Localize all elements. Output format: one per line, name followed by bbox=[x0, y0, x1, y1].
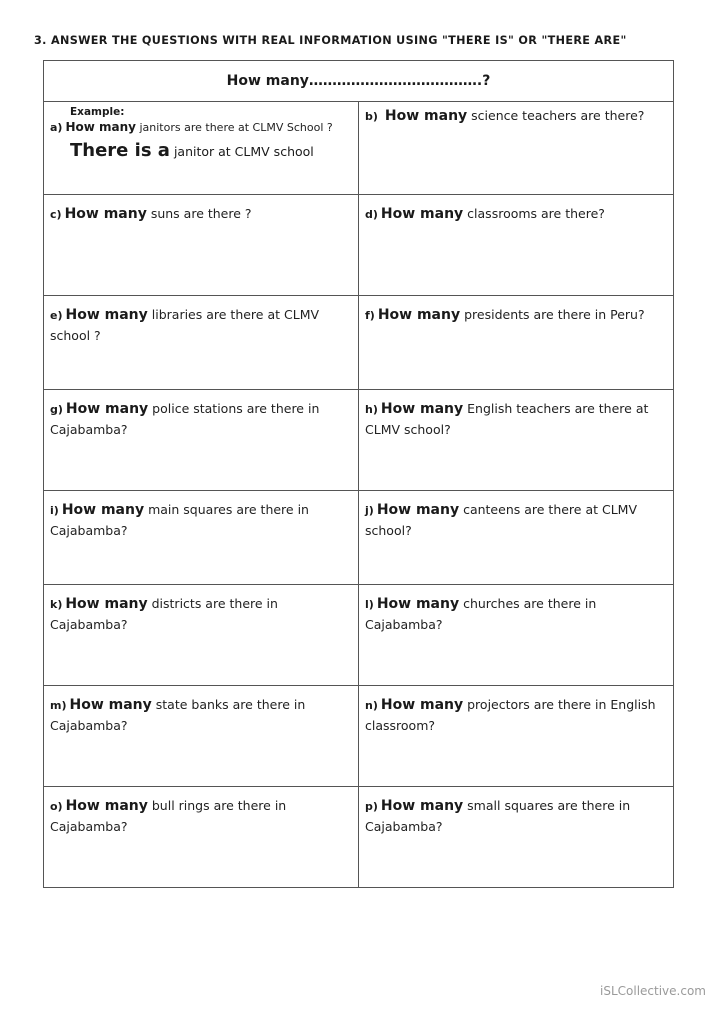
how-many-label: How many bbox=[69, 697, 152, 713]
how-many-label: How many bbox=[380, 206, 464, 222]
question-cell[interactable] bbox=[44, 787, 359, 888]
how-many-label: How many bbox=[376, 596, 460, 612]
question-cell[interactable] bbox=[44, 585, 359, 686]
question-letter: b) bbox=[365, 110, 378, 123]
how-many-label: How many bbox=[380, 697, 464, 713]
question-cell[interactable] bbox=[44, 491, 359, 585]
how-many-label: How many bbox=[65, 401, 149, 417]
question-text: presidents are there in Peru? bbox=[464, 307, 645, 322]
question-text: bull rings are there in Cajabamba? bbox=[50, 798, 287, 834]
example-answer-text: janitor at CLMV school bbox=[173, 144, 314, 159]
question-letter: h) bbox=[365, 403, 378, 416]
question-letter: k) bbox=[50, 598, 63, 611]
example-label: Example: bbox=[70, 106, 125, 118]
question-cell[interactable] bbox=[44, 296, 359, 390]
how-many-label: How many bbox=[384, 108, 468, 124]
question-text: suns are there ? bbox=[150, 206, 252, 221]
how-many-label: How many bbox=[377, 307, 461, 323]
question-letter: d) bbox=[365, 208, 378, 221]
how-many-label: How many bbox=[65, 596, 148, 612]
question-letter: a) bbox=[50, 121, 63, 134]
how-many-label: How many bbox=[65, 120, 136, 134]
question-cell[interactable] bbox=[359, 390, 674, 491]
how-many-label: How many bbox=[380, 401, 464, 417]
question-cell[interactable] bbox=[359, 686, 674, 787]
how-many-label: How many bbox=[376, 502, 460, 518]
question-text: state banks are there in Cajabamba? bbox=[50, 697, 306, 733]
question-text: janitors are there at CLMV School ? bbox=[139, 121, 333, 134]
how-many-label: How many bbox=[64, 206, 147, 222]
question-letter: i) bbox=[50, 504, 59, 517]
table-header: How many……………………………….? bbox=[44, 61, 674, 102]
question-letter: c) bbox=[50, 208, 62, 221]
question-letter: p) bbox=[365, 800, 378, 813]
question-text: classrooms are there? bbox=[467, 206, 605, 221]
question-text: canteens are there at CLMV school? bbox=[365, 502, 638, 538]
question-text: churches are there in Cajabamba? bbox=[365, 596, 597, 632]
question-cell[interactable] bbox=[44, 390, 359, 491]
question-text: districts are there in Cajabamba? bbox=[50, 596, 278, 632]
question-cell[interactable] bbox=[359, 491, 674, 585]
questions-table bbox=[43, 60, 674, 888]
question-text: projectors are there in English classroom? bbox=[365, 697, 656, 733]
example-answer bbox=[70, 139, 350, 165]
example-question bbox=[50, 118, 350, 137]
question-text: science teachers are there? bbox=[471, 108, 645, 123]
question-letter: e) bbox=[50, 309, 63, 322]
question-text: English teachers are there at CLMV school? bbox=[365, 401, 649, 437]
watermark-footer: iSLCollective.com bbox=[600, 984, 706, 998]
question-cell[interactable] bbox=[359, 102, 674, 195]
question-text: main squares are there in Cajabamba? bbox=[50, 502, 309, 538]
question-cell[interactable] bbox=[44, 195, 359, 296]
how-many-label: How many bbox=[65, 798, 148, 814]
example-cell bbox=[44, 102, 359, 195]
how-many-label: How many bbox=[380, 798, 464, 814]
question-cell[interactable] bbox=[44, 686, 359, 787]
how-many-label: How many bbox=[61, 502, 145, 518]
question-letter: m) bbox=[50, 699, 67, 712]
question-text: libraries are there at CLMV school ? bbox=[50, 307, 320, 343]
question-letter: l) bbox=[365, 598, 374, 611]
question-letter: j) bbox=[365, 504, 374, 517]
question-cell[interactable] bbox=[359, 787, 674, 888]
question-letter: f) bbox=[365, 309, 375, 322]
question-cell[interactable] bbox=[359, 585, 674, 686]
question-letter: n) bbox=[365, 699, 378, 712]
example-answer-bold: There is a bbox=[70, 140, 170, 161]
question-letter: g) bbox=[50, 403, 63, 416]
question-text: small squares are there in Cajabamba? bbox=[365, 798, 631, 834]
how-many-label: How many bbox=[65, 307, 148, 323]
question-cell[interactable] bbox=[359, 195, 674, 296]
instruction-heading: 3. ANSWER THE QUESTIONS WITH REAL INFORMATION USING "THERE IS" OR "THERE ARE" bbox=[34, 34, 627, 47]
question-text: police stations are there in Cajabamba? bbox=[50, 401, 320, 437]
question-letter: o) bbox=[50, 800, 63, 813]
question-cell[interactable] bbox=[359, 296, 674, 390]
